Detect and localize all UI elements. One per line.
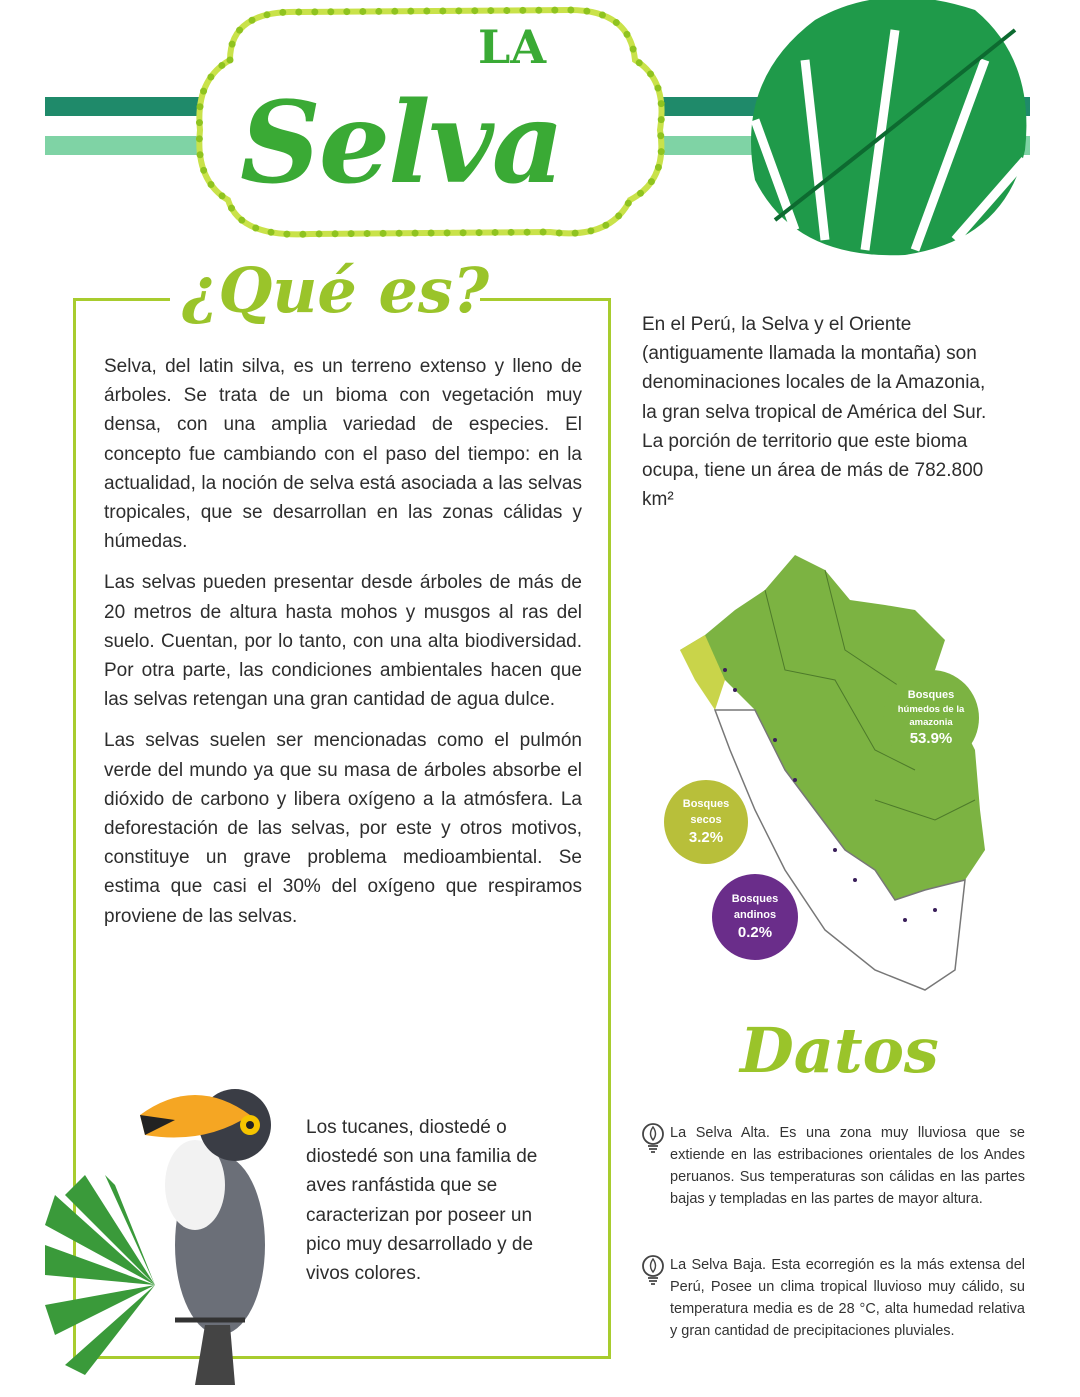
lightbulb-leaf-icon: [640, 1122, 666, 1154]
peru-text: En el Perú, la Selva y el Oriente (antiguamente llamada la montaña) son denominaciones locales de la Amazonia, la gran selva tropical de América del Sur. La porción de territorio que este bioma ocupa, tiene un área de más de 782.800 km²: [642, 314, 987, 511]
label-sub: húmedos de la amazonia: [897, 704, 965, 728]
toucan-text: Los tucanes, diostedé o diostedé son una familia de aves ranfástida que se caracterizan por poseer un pico muy desarrollado y de vivos colores.: [306, 1117, 538, 1285]
paragraph: Selva, del latin silva, es un terreno extenso y lleno de árboles. Se trata de un bioma con vegetación muy densa, con una amplia variedad de especies. El concepto fue cambiando con el paso del tiempo: en la actualidad, la noción de selva está asociada a las selvas tropicales, que se desarrollan en las zonas cálidas y húmedas.: [104, 356, 582, 553]
dato-text: La Selva Baja. Esta ecorregión es la más extensa del Perú, Posee un clima tropical lluvioso muy cálido, su temperatura media es de 28 °C, alta humedad relativa y gran cantidad de precipitaciones pluviales.: [670, 1257, 1025, 1339]
label-sub: andinos: [733, 909, 777, 921]
label-name: Bosques: [682, 798, 730, 810]
label-value: 3.2%: [688, 829, 724, 846]
monstera-leaf-icon: [735, 0, 1035, 260]
que-es-text: [104, 352, 582, 943]
dato-item: [640, 1122, 1025, 1210]
dato-text: La Selva Alta. Es una zona muy lluviosa que se extiende en las estribaciones orientales de los Andes peruanos. Sus temperaturas son cálidas en las partes bajas y templadas en las partes de mayor altura.: [670, 1125, 1025, 1207]
paragraph: Las selvas suelen ser mencionadas como el pulmón verde del mundo ya que su masa de árboles absorbe el dióxido de carbono y libera oxígeno a la atmósfera. La deforestación de las selvas, por este y otros motivos, constituye un grave problema medioambiental. Se estima que casi el 30% del oxígeno que respiramos proviene de las selvas.: [104, 730, 582, 927]
dato-item: [640, 1254, 1025, 1342]
paragraph: Las selvas pueden presentar desde árboles de más de 20 metros de altura hasta mohos y musgos al ras del suelo. Cuentan, por lo tanto, con una alta biodiversidad. Por otra parte, las condiciones ambientales hacen que las selvas retengan una gran cantidad de agua dulce.: [104, 572, 582, 711]
title-la: LA: [478, 20, 547, 74]
que-es-heading: ¿Qué es?: [182, 254, 490, 327]
map-label-andinos: [712, 874, 798, 960]
map-label-humedos: [883, 670, 979, 766]
label-name: Bosques: [907, 689, 955, 701]
toucan-illustration: [45, 1075, 295, 1385]
label-sub: secos: [690, 814, 722, 826]
map-label-secos: [664, 780, 748, 864]
title-selva: Selva: [240, 78, 563, 209]
lightbulb-leaf-icon: [640, 1254, 666, 1286]
label-value: 53.9%: [909, 730, 953, 747]
header-stripe-light: [45, 136, 205, 155]
label-value: 0.2%: [737, 924, 773, 941]
datos-heading: Datos: [740, 1014, 939, 1087]
label-name: Bosques: [731, 893, 779, 905]
header-stripe-dark: [45, 97, 205, 116]
